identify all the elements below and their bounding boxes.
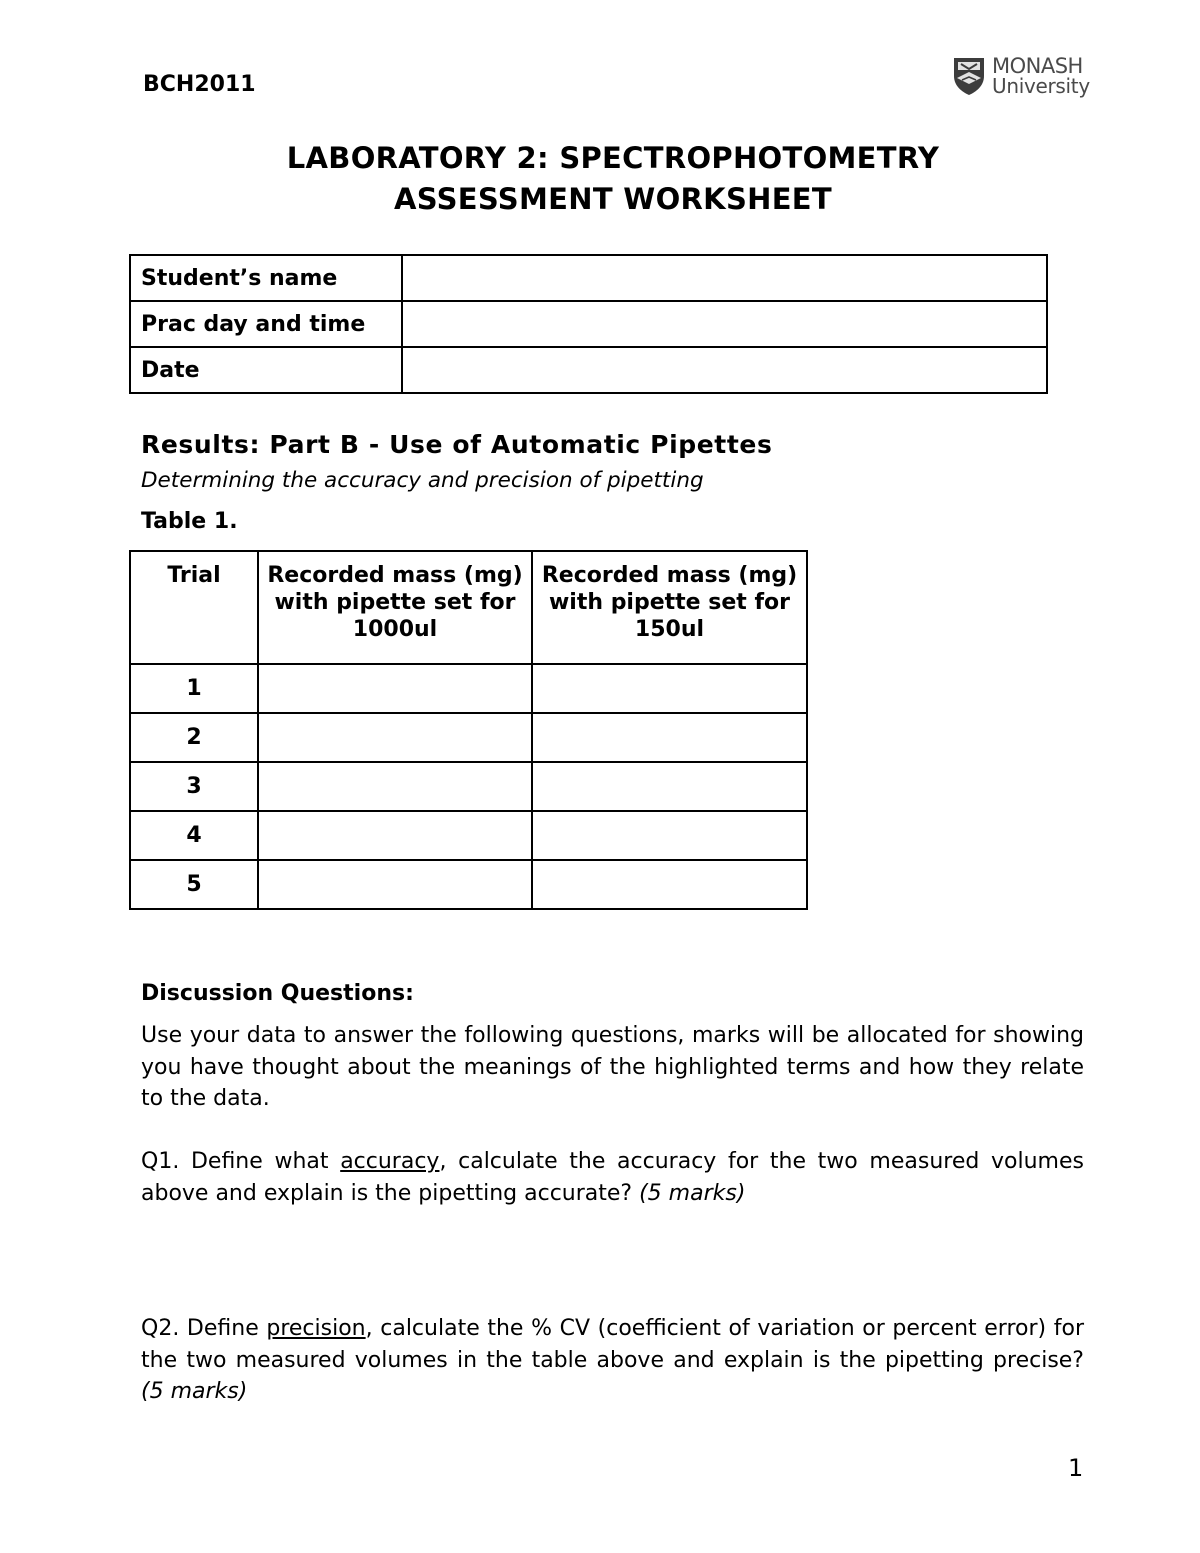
discussion-intro: Use your data to answer the following questions, marks will be allocated for showing you have thought about the meanings of the highlighted terms and how they relate to the data. <box>141 1023 1084 1111</box>
crest-icon <box>952 56 986 96</box>
question-2 <box>141 1313 1084 1408</box>
q1-term-accuracy: accuracy <box>340 1149 440 1174</box>
mass-1000ul-cell[interactable] <box>258 811 532 860</box>
trials-table <box>129 550 808 910</box>
q2-prefix: Q2. Define <box>141 1316 267 1341</box>
info-label: Student’s name <box>130 255 402 301</box>
results-heading: Results: Part B - Use of Automatic Pipettes <box>141 430 773 459</box>
table-header-row <box>130 551 807 664</box>
trial-number: 2 <box>130 713 258 762</box>
table-row <box>130 664 807 713</box>
mass-1000ul-cell[interactable] <box>258 762 532 811</box>
trial-number: 5 <box>130 860 258 909</box>
info-label: Date <box>130 347 402 393</box>
q2-term-precision: precision <box>266 1316 366 1341</box>
document-title-line-1: LABORATORY 2: SPECTROPHOTOMETRY <box>286 141 940 175</box>
student-info-table <box>129 254 1048 394</box>
table-row <box>130 713 807 762</box>
logo-wordmark-monash: MONASH <box>992 54 1083 78</box>
trial-number: 1 <box>130 664 258 713</box>
mass-150ul-cell[interactable] <box>532 860 807 909</box>
info-row-date <box>130 347 1047 393</box>
q1-prefix: Q1. Define what <box>141 1149 341 1174</box>
q1-marks: (5 marks) <box>639 1180 746 1206</box>
table-row <box>130 860 807 909</box>
trial-number: 3 <box>130 762 258 811</box>
table-row <box>130 762 807 811</box>
column-header-trial: Trial <box>130 551 258 664</box>
results-subheading: Determining the accuracy and precision of pipetting <box>141 468 704 493</box>
prac-day-time-field[interactable] <box>402 301 1047 347</box>
q1-body: , calculate the accuracy for the two measured volumes above and explain is the pipetting accurate? <box>141 1149 1084 1206</box>
column-header-mass-1000ul: Recorded mass (mg) with pipette set for 1000ul <box>258 551 532 664</box>
mass-1000ul-cell[interactable] <box>258 664 532 713</box>
mass-150ul-cell[interactable] <box>532 811 807 860</box>
q2-marks: (5 marks) <box>141 1379 248 1404</box>
mass-1000ul-cell[interactable] <box>258 713 532 762</box>
q2-body: , calculate the % CV (coefficient of variation or percent error) for the two measured volumes in the table above and explain is the pipetting precise? <box>141 1316 1084 1373</box>
info-row-student-name <box>130 255 1047 301</box>
trial-number: 4 <box>130 811 258 860</box>
mass-150ul-cell[interactable] <box>532 664 807 713</box>
university-logo <box>952 56 1088 98</box>
mass-150ul-cell[interactable] <box>532 713 807 762</box>
date-field[interactable] <box>402 347 1047 393</box>
table-caption: Table 1. <box>141 509 238 534</box>
discussion-heading: Discussion Questions: <box>141 981 414 1006</box>
document-title-line-2: ASSESSMENT WORKSHEET <box>393 182 832 216</box>
course-code: BCH2011 <box>143 72 256 97</box>
question-1 <box>141 1146 1084 1209</box>
info-label: Prac day and time <box>130 301 402 347</box>
info-row-prac-day <box>130 301 1047 347</box>
table-row <box>130 811 807 860</box>
page-number: 1 <box>1068 1454 1084 1482</box>
column-header-mass-150ul: Recorded mass (mg) with pipette set for 150ul <box>532 551 807 664</box>
logo-wordmark-university: University <box>992 74 1090 98</box>
student-name-field[interactable] <box>402 255 1047 301</box>
mass-150ul-cell[interactable] <box>532 762 807 811</box>
mass-1000ul-cell[interactable] <box>258 860 532 909</box>
